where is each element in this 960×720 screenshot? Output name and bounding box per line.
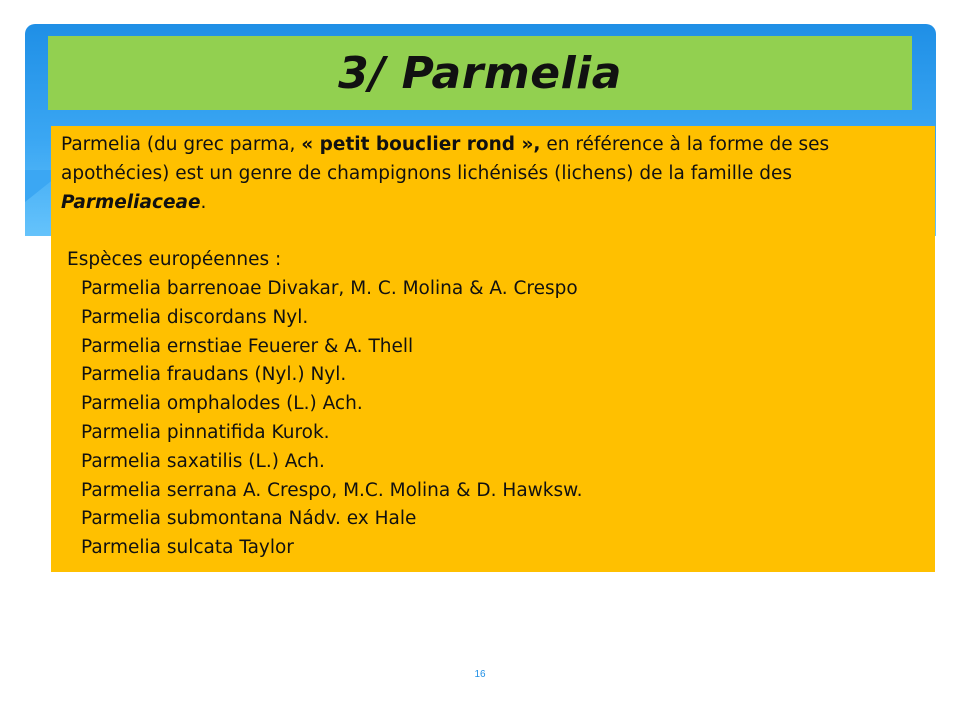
family-name: Parmeliaceae <box>61 191 201 213</box>
species-item: Parmelia ernstiae Feuerer & A. Thell <box>81 335 414 357</box>
species-heading: Espèces européennes : <box>67 249 282 271</box>
page-number: 16 <box>474 669 486 680</box>
species-item: Parmelia fraudans (Nyl.) Nyl. <box>81 364 347 386</box>
paragraph-spacer <box>61 217 925 246</box>
species-item: Parmelia submontana Nádv. ex Hale <box>81 508 417 530</box>
intro-text-1: Parmelia (du grec parma, <box>61 134 302 155</box>
intro-end: . <box>200 191 207 213</box>
intro-text-2: en référence à la forme de ses apothécies) est un genre de champignons lichénisés (lichens) de la famille des <box>61 134 830 184</box>
species-item: Parmelia sulcata Taylor <box>81 537 294 559</box>
title-box <box>48 36 912 110</box>
species-item: Parmelia omphalodes (L.) Ach. <box>81 393 363 415</box>
slide-title: 3/ Parmelia <box>338 47 622 99</box>
species-item: Parmelia discordans Nyl. <box>81 306 309 328</box>
intro-bold-text: « petit bouclier rond », <box>301 134 541 155</box>
species-item: Parmelia serrana A. Crespo, M.C. Molina & D. Hawksw. <box>81 479 583 501</box>
content-box <box>51 126 935 572</box>
species-item: Parmelia saxatilis (L.) Ach. <box>81 450 325 472</box>
intro-paragraph <box>61 131 925 217</box>
species-item: Parmelia pinnatifida Kurok. <box>81 421 330 443</box>
species-item: Parmelia barrenoae Divakar, M. C. Molina & A. Crespo <box>81 277 578 299</box>
species-list <box>61 275 925 563</box>
